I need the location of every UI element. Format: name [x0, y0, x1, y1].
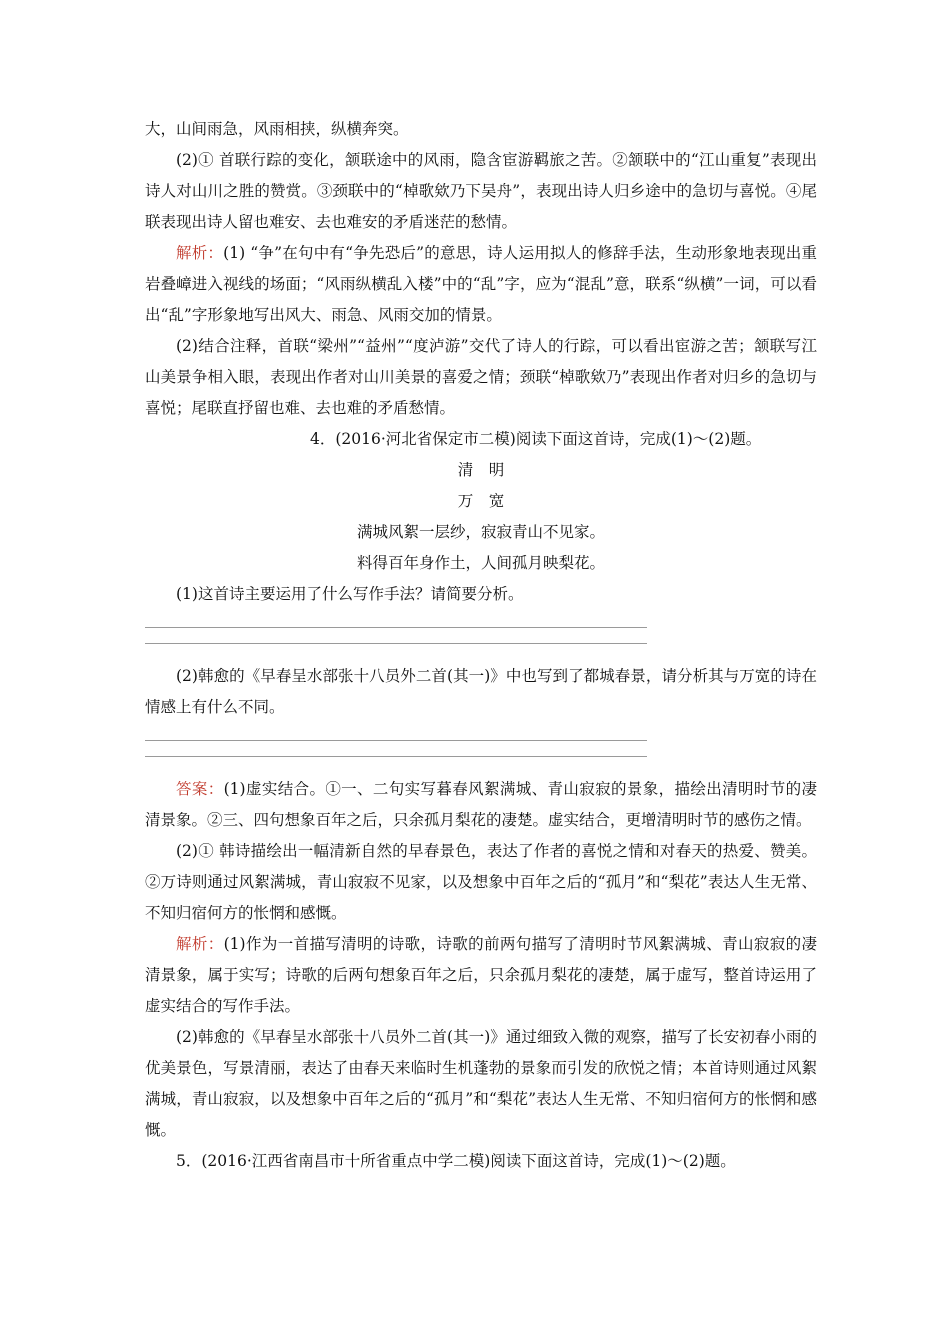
analysis-text: (1) “争”在句中有“争先恐后”的意思，诗人运用拟人的修辞手法，生动形象地表现出重岩叠嶂进入视线的场面；“风雨纵横乱入楼”中的“乱”字，应为“混乱”意，联系“纵横”一词，可以看出“乱”字形象地写出风大、雨急、风雨交加的情景。 — [145, 244, 817, 324]
answer-4-2: (2)① 韩诗描绘出一幅清新自然的早春景色，表达了作者的喜悦之情和对春天的热爱、赞美。②万诗则通过风絮满城，青山寂寂不见家，以及想象中百年之后的“孤月”和“梨花”表达人生无常、不知归宿何方的怅惘和感慨。 — [145, 842, 817, 922]
question-4-2: (2)韩愈的《早春呈水部张十八员外二首(其一)》中也写到了都城春景，请分析其与万宽的诗在情感上有什么不同。 — [145, 667, 817, 716]
poem-title: 清 明 — [457, 461, 505, 479]
answer-line[interactable] — [145, 740, 647, 741]
poem-line-2: 料得百年身作土，人间孤月映梨花。 — [356, 554, 605, 572]
analysis-label: 解析： — [176, 244, 224, 262]
analysis-label: 解析： — [176, 935, 224, 953]
answer-text: (1)虚实结合。①一、二句实写暮春风絮满城、青山寂寂的景象，描绘出清明时节的凄清景象。②三、四句想象百年之后，只余孤月梨花的凄楚。虚实结合，更增清明时节的感伤之情。 — [145, 780, 817, 829]
analysis-4-2: (2)韩愈的《早春呈水部张十八员外二首(其一)》通过细致入微的观察，描写了长安初春小雨的优美景色，写景清丽，表达了由春天来临时生机蓬勃的景象而引发的欣悦之情；本首诗则通过风絮满城，青山寂寂，以及想象中百年之后的“孤月”和“梨花”表达人生无常、不知归宿何方的怅惘和感慨。 — [145, 1028, 817, 1139]
answer-line[interactable] — [145, 756, 647, 757]
analysis-4-1 — [145, 929, 817, 1022]
question-4-heading: 4．(2016·河北省保定市二模)阅读下面这首诗，完成(1)～(2)题。 — [310, 430, 762, 448]
question-5-heading: 5．(2016·江西省南昌市十所省重点中学二模)阅读下面这首诗，完成(1)～(2)题。 — [176, 1152, 736, 1170]
poem-line-1: 满城风絮一层纱，寂寂青山不见家。 — [356, 523, 605, 541]
analysis-text: (1)作为一首描写清明的诗歌，诗歌的前两句描写了清明时节风絮满城、青山寂寂的凄清景象，属于实写；诗歌的后两句想象百年之后，只余孤月梨花的凄楚，属于虚写，整首诗运用了虚实结合的写作手法。 — [145, 935, 817, 1015]
answer-part-2: (2)① 首联行踪的变化，颔联途中的风雨，隐含宦游羁旅之苦。②颔联中的“江山重复”表现出诗人对山川之胜的赞赏。③颈联中的“棹歌欸乃下吴舟”，表现出诗人归乡途中的急切与喜悦。④尾联表现出诗人留也难安、去也难安的矛盾迷茫的愁情。 — [145, 151, 817, 231]
answer-lines-2 — [145, 723, 817, 774]
answer-line[interactable] — [145, 627, 647, 628]
answer-label: 答案： — [176, 780, 224, 798]
answer-line[interactable] — [145, 643, 647, 644]
analysis-part-1 — [145, 238, 817, 331]
answer-lines-1 — [145, 610, 817, 661]
analysis-part-2: (2)结合注释，首联“梁州”“益州”“度泸游”交代了诗人的行踪，可以看出宦游之苦；颔联写江山美景争相入眼，表现出作者对山川美景的喜爱之情；颈联“棹歌欸乃”表现出作者对归乡的急切与喜悦；尾联直抒留也难、去也难的矛盾愁情。 — [145, 337, 817, 417]
poem-author: 万 宽 — [457, 492, 505, 510]
paragraph-continuation: 大，山间雨急，风雨相挟，纵横奔突。 — [145, 120, 409, 138]
answer-4-1 — [145, 774, 817, 836]
question-4-1: (1)这首诗主要运用了什么写作手法？请简要分析。 — [176, 585, 524, 603]
document-page — [145, 114, 817, 1177]
